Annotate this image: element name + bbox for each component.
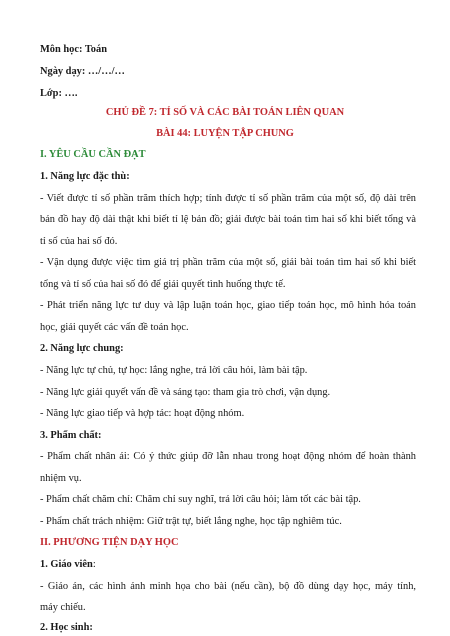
paragraph-line: tổng và tỉ số của hai số đó để giải quyết tình huống thực tế.	[40, 279, 286, 290]
date-line: Ngày dạy: …/…/…	[40, 66, 125, 77]
paragraph-line: học, giải quyết các vấn đề toán học.	[40, 322, 189, 333]
teacher-heading-colon: :	[92, 559, 96, 570]
list-item: - Phẩm chất trách nhiệm: Giữ trật tự, biết lắng nghe, học tập nghiêm túc.	[40, 516, 342, 527]
paragraph-line: - Phẩm chất nhân ái: Có ý thức giúp đỡ lẫn nhau trong hoạt động nhóm để hoàn thành	[40, 451, 416, 462]
teacher-heading: 1. Giáo viên	[40, 559, 93, 570]
paragraph-line: - Vận dụng được việc tìm giá trị phần trăm của một số, giải bài toán tìm hai số khi biết	[40, 257, 416, 268]
paragraph-line: - Giáo án, các hình ảnh minh họa cho bài (nếu cần), bộ đồ dùng dạy học, máy tính,	[40, 581, 416, 592]
list-item: - Năng lực giao tiếp và hợp tác: hoạt động nhóm.	[40, 408, 245, 419]
paragraph-line: tỉ số của hai số đó.	[40, 236, 118, 247]
specific-competence-heading: 1. Năng lực đặc thù:	[40, 171, 130, 182]
list-item: - Phẩm chất chăm chỉ: Chăm chỉ suy nghĩ, trả lời câu hỏi; làm tốt các bài tập.	[40, 494, 361, 505]
paragraph-line: - Phát triển năng lực tư duy và lập luận toán học, giao tiếp toán học, mô hình hóa toán	[40, 300, 416, 311]
lesson-title: BÀI 44: LUYỆN TẬP CHUNG	[156, 128, 294, 139]
paragraph-line: máy chiếu.	[40, 602, 86, 613]
qualities-heading: 3. Phẩm chất:	[40, 430, 102, 441]
section-2-heading: II. PHƯƠNG TIỆN DẠY HỌC	[40, 537, 179, 548]
general-competence-heading: 2. Năng lực chung:	[40, 343, 124, 354]
list-item: - Năng lực giải quyết vấn đề và sáng tạo: tham gia trò chơi, vận dụng.	[40, 387, 331, 398]
class-line: Lớp: ….	[40, 88, 78, 99]
teacher-heading-line	[40, 558, 416, 571]
student-heading: 2. Học sinh:	[40, 622, 93, 633]
paragraph-line: bản đồ hay độ dài thật khi biết tỉ lệ bản đồ; giải được bài toán tìm hai số khi biết tổng và	[40, 214, 416, 225]
paragraph-line: nhiệm vụ.	[40, 473, 82, 484]
subject-line: Môn học: Toán	[40, 44, 107, 55]
topic-title: CHỦ ĐỀ 7: TỈ SỐ VÀ CÁC BÀI TOÁN LIÊN QUAN	[105, 107, 345, 118]
section-1-heading: I. YÊU CẦU CẦN ĐẠT	[40, 149, 146, 160]
paragraph-line: - Viết được tỉ số phần trăm thích hợp; tính được tỉ số phần trăm của một số, độ dài trên	[40, 193, 416, 204]
list-item: - Năng lực tự chủ, tự học: lắng nghe, trả lời câu hỏi, làm bài tập.	[40, 365, 308, 376]
